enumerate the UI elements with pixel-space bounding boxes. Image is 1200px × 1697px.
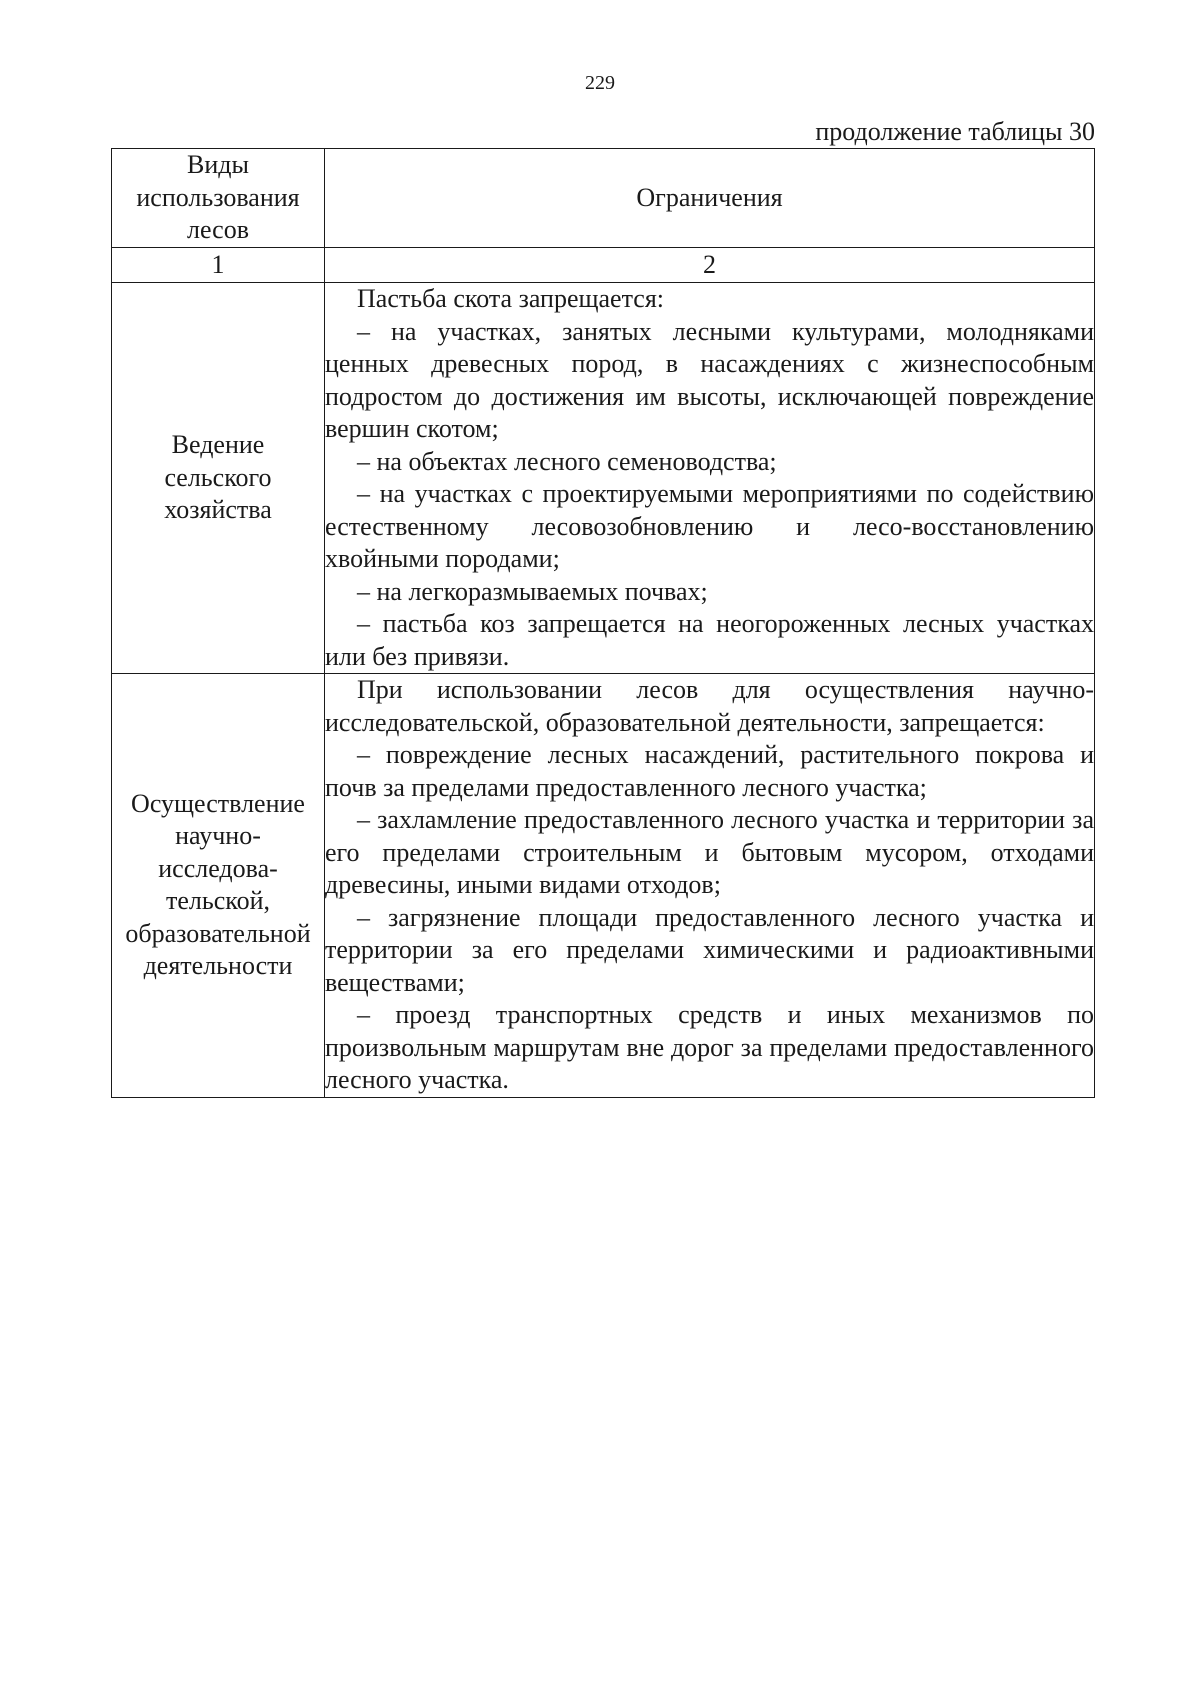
- table-row: [112, 674, 1095, 1098]
- restriction-paragraph: – на участках с проектируемыми мероприятиями по содействию естественному лесовозобновлению и лесо-восстановлению хвойными породами;: [325, 479, 1094, 573]
- restrictions-research-education: [325, 674, 1095, 1098]
- table-continuation-caption: продолжение таблицы 30: [815, 117, 1095, 146]
- restriction-paragraph: – на легкоразмываемых почвах;: [357, 576, 708, 606]
- column-number-2: 2: [325, 248, 1095, 283]
- category-line: образовательной: [125, 918, 311, 948]
- restrictions-agriculture: [325, 283, 1095, 674]
- restriction-paragraph: – пастьба коз запрещается на неогороженных лесных участках или без привязи.: [325, 609, 1094, 671]
- restriction-paragraph: – повреждение лесных насаждений, растительного покрова и почв за пределами предоставленного лесного участка;: [325, 740, 1094, 802]
- category-line: исследова-: [158, 853, 278, 883]
- category-line: Ведение: [171, 430, 265, 460]
- restriction-paragraph: – на участках, занятых лесными культурами, молодняками ценных древесных пород, в насаждениях с жизнеспособным подростом до достижения им высоты, исключающей повреждение вершин скотом;: [325, 316, 1094, 443]
- restriction-paragraph: – проезд транспортных средств и иных механизмов по произвольным маршрутам вне дорог за пределами предоставленного лесного участка.: [325, 1000, 1094, 1094]
- header-restrictions: Ограничения: [325, 149, 1095, 248]
- table-header-row: [112, 149, 1095, 248]
- restriction-paragraph: При использовании лесов для осуществления научно-исследовательской, образовательной деятельности, запрещается:: [325, 675, 1094, 737]
- restriction-paragraph: – захламление предоставленного лесного участка и территории за его пределами строительным и бытовым мусором, отходами древесины, иными видами отходов;: [325, 805, 1094, 899]
- restrictions-table: [111, 148, 1095, 1098]
- header-forest-use-types: Виды использования лесов: [112, 149, 325, 248]
- table-row: [112, 283, 1095, 674]
- category-agriculture: [112, 283, 325, 674]
- restriction-paragraph: – на объектах лесного семеноводства;: [357, 446, 777, 476]
- page-number: 229: [585, 72, 615, 94]
- restriction-paragraph: Пастьба скота запрещается:: [357, 284, 664, 313]
- restriction-paragraph: – загрязнение площади предоставленного лесного участка и территории за его пределами химическими и радиоактивными веществами;: [325, 902, 1094, 997]
- category-line: хозяйства: [164, 495, 272, 525]
- column-number-1: 1: [112, 248, 325, 283]
- category-line: тельской,: [166, 886, 270, 916]
- category-line: деятельности: [143, 951, 293, 981]
- table-column-numbers-row: [112, 248, 1095, 283]
- category-line: Осуществление: [131, 788, 305, 818]
- category-line: сельского: [164, 462, 272, 492]
- category-line: научно-: [175, 821, 261, 851]
- category-research-education: [112, 674, 325, 1098]
